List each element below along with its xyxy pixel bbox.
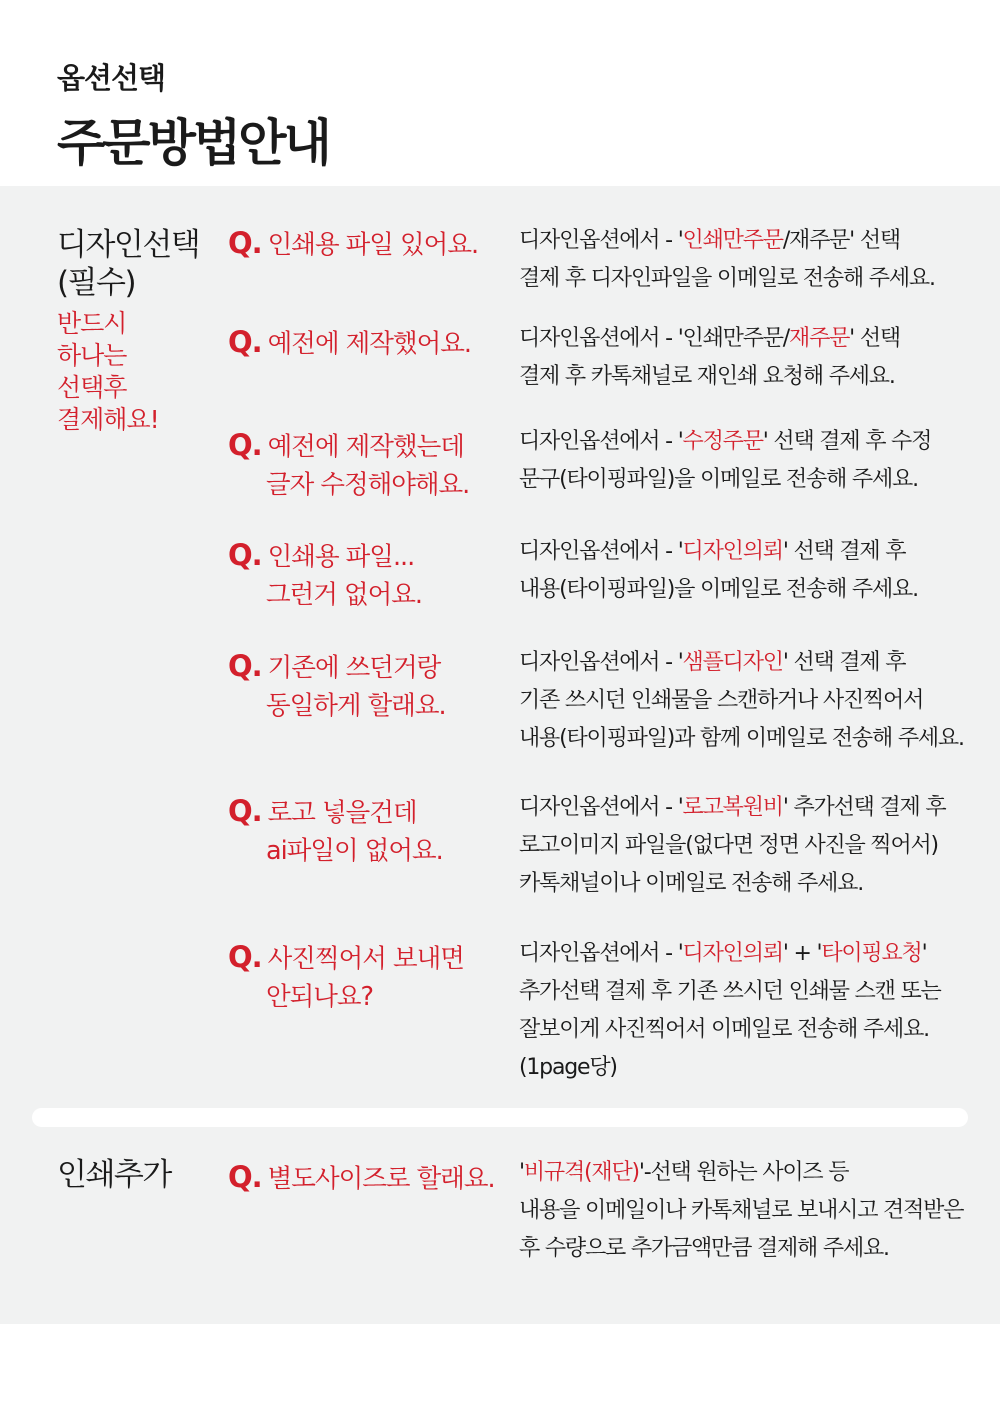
- question-5: [228, 647, 446, 725]
- question-text: 예전에 제작했어요.: [267, 329, 471, 359]
- answer-line: 후 수량으로 추가금액만큼 결제해 주세요.: [519, 1236, 889, 1261]
- question-text: 기존에 쓰던거랑: [267, 653, 441, 683]
- q-mark: Q.: [228, 428, 262, 462]
- answer-3: [519, 423, 997, 499]
- option-highlight: 재주문: [789, 326, 850, 351]
- section-divider: [32, 1108, 968, 1127]
- q-mark: Q.: [228, 226, 262, 260]
- answer-line: 잘보이게 사진찍어서 이메일로 전송해 주세요.: [519, 1017, 929, 1042]
- question-text-line2: 글자 수정해야해요.: [266, 470, 470, 500]
- option-highlight: 디자인의뢰: [682, 941, 783, 966]
- answer-line: 내용을 이메일이나 카톡채널로 보내시고 견적받은: [519, 1198, 964, 1223]
- option-highlight: 샘플디자인: [682, 650, 783, 675]
- answer-line: 디자인옵션에서 - '인쇄만주문/재주문' 선택: [519, 228, 900, 253]
- design-section-title: 디자인선택: [57, 227, 200, 263]
- page-title: 주문방법안내: [57, 114, 329, 172]
- note-line: 결제해요!: [57, 405, 159, 434]
- question-text-line2: ai파일이 없어요.: [266, 836, 443, 866]
- answer-line: 디자인옵션에서 - '디자인의뢰' 선택 결제 후: [519, 539, 906, 564]
- answer-line: 추가선택 결제 후 기존 쓰시던 인쇄물 스캔 또는: [519, 979, 941, 1004]
- option-highlight: 인쇄만주문: [682, 228, 783, 253]
- note-line: 선택후: [57, 373, 127, 402]
- note-line: 하나는: [57, 341, 127, 370]
- question-1: [228, 224, 478, 264]
- answer-5: [519, 644, 997, 758]
- answer-line: 디자인옵션에서 - '수정주문' 선택 결제 후 수정: [519, 429, 932, 454]
- option-highlight: 비규격(재단): [523, 1160, 639, 1185]
- answer-print: [519, 1154, 997, 1268]
- option-highlight-2: 타이핑요청: [821, 941, 922, 966]
- design-section-required: (필수): [57, 265, 136, 301]
- question-text: 사진찍어서 보내면: [267, 944, 464, 974]
- answer-line: 내용(타이핑파일)과 함께 이메일로 전송해 주세요.: [519, 726, 964, 751]
- answer-line: 카톡채널이나 이메일로 전송해 주세요.: [519, 871, 864, 896]
- question-text-line2: 그런거 없어요.: [266, 580, 423, 610]
- option-highlight: 디자인의뢰: [682, 539, 783, 564]
- answer-6: [519, 789, 997, 903]
- question-3: [228, 426, 469, 504]
- answer-line: 디자인옵션에서 - '로고복원비' 추가선택 결제 후: [519, 795, 946, 820]
- question-text: 로고 넣을건데: [267, 798, 417, 828]
- q-mark: Q.: [228, 325, 262, 359]
- design-section-note: [57, 308, 159, 436]
- question-4: [228, 536, 422, 614]
- answer-line: '비규격(재단)'-선택 원하는 사이즈 등: [519, 1160, 849, 1185]
- page-subtitle: 옵션선택: [57, 61, 166, 95]
- answer-line: 디자인옵션에서 - '샘플디자인' 선택 결제 후: [519, 650, 906, 675]
- answer-7: [519, 935, 997, 1087]
- question-text: 별도사이즈로 할래요.: [267, 1164, 495, 1194]
- answer-line: 디자인옵션에서 - '디자인의뢰' + '타이핑요청': [519, 941, 927, 966]
- design-section-label: [57, 226, 199, 302]
- q-mark: Q.: [228, 538, 262, 572]
- question-text-line2: 안되나요?: [266, 982, 374, 1012]
- answer-1: [519, 222, 997, 298]
- question-text: 예전에 제작했는데: [267, 432, 464, 462]
- option-highlight: 수정주문: [682, 429, 763, 454]
- q-mark: Q.: [228, 940, 262, 974]
- option-highlight: 로고복원비: [682, 795, 783, 820]
- answer-line: (1page당): [519, 1055, 617, 1080]
- question-print: [228, 1158, 495, 1198]
- answer-line: 결제 후 디자인파일을 이메일로 전송해 주세요.: [519, 266, 935, 291]
- answer-line: 기존 쓰시던 인쇄물을 스캔하거나 사진찍어서: [519, 688, 924, 713]
- q-mark: Q.: [228, 649, 262, 683]
- answer-line: 문구(타이핑파일)을 이메일로 전송해 주세요.: [519, 467, 918, 492]
- question-text-line2: 동일하게 할래요.: [266, 691, 446, 721]
- q-mark: Q.: [228, 1160, 262, 1194]
- answer-line: 결제 후 카톡채널로 재인쇄 요청해 주세요.: [519, 364, 895, 389]
- order-guide-panel: [0, 186, 1000, 1324]
- answer-line: 내용(타이핑파일)을 이메일로 전송해 주세요.: [519, 577, 918, 602]
- answer-2: [519, 320, 997, 396]
- question-2: [228, 323, 471, 363]
- question-6: [228, 792, 443, 870]
- q-mark: Q.: [228, 794, 262, 828]
- note-line: 반드시: [57, 309, 127, 338]
- answer-line: 로고이미지 파일을(없다면 정면 사진을 찍어서): [519, 833, 938, 858]
- print-section-label: 인쇄추가: [57, 1157, 171, 1193]
- question-text: 인쇄용 파일 있어요.: [267, 230, 479, 260]
- question-7: [228, 938, 464, 1016]
- answer-4: [519, 533, 997, 609]
- answer-line: 디자인옵션에서 - '인쇄만주문/재주문' 선택: [519, 326, 900, 351]
- question-text: 인쇄용 파일...: [267, 542, 415, 572]
- header: [57, 56, 329, 175]
